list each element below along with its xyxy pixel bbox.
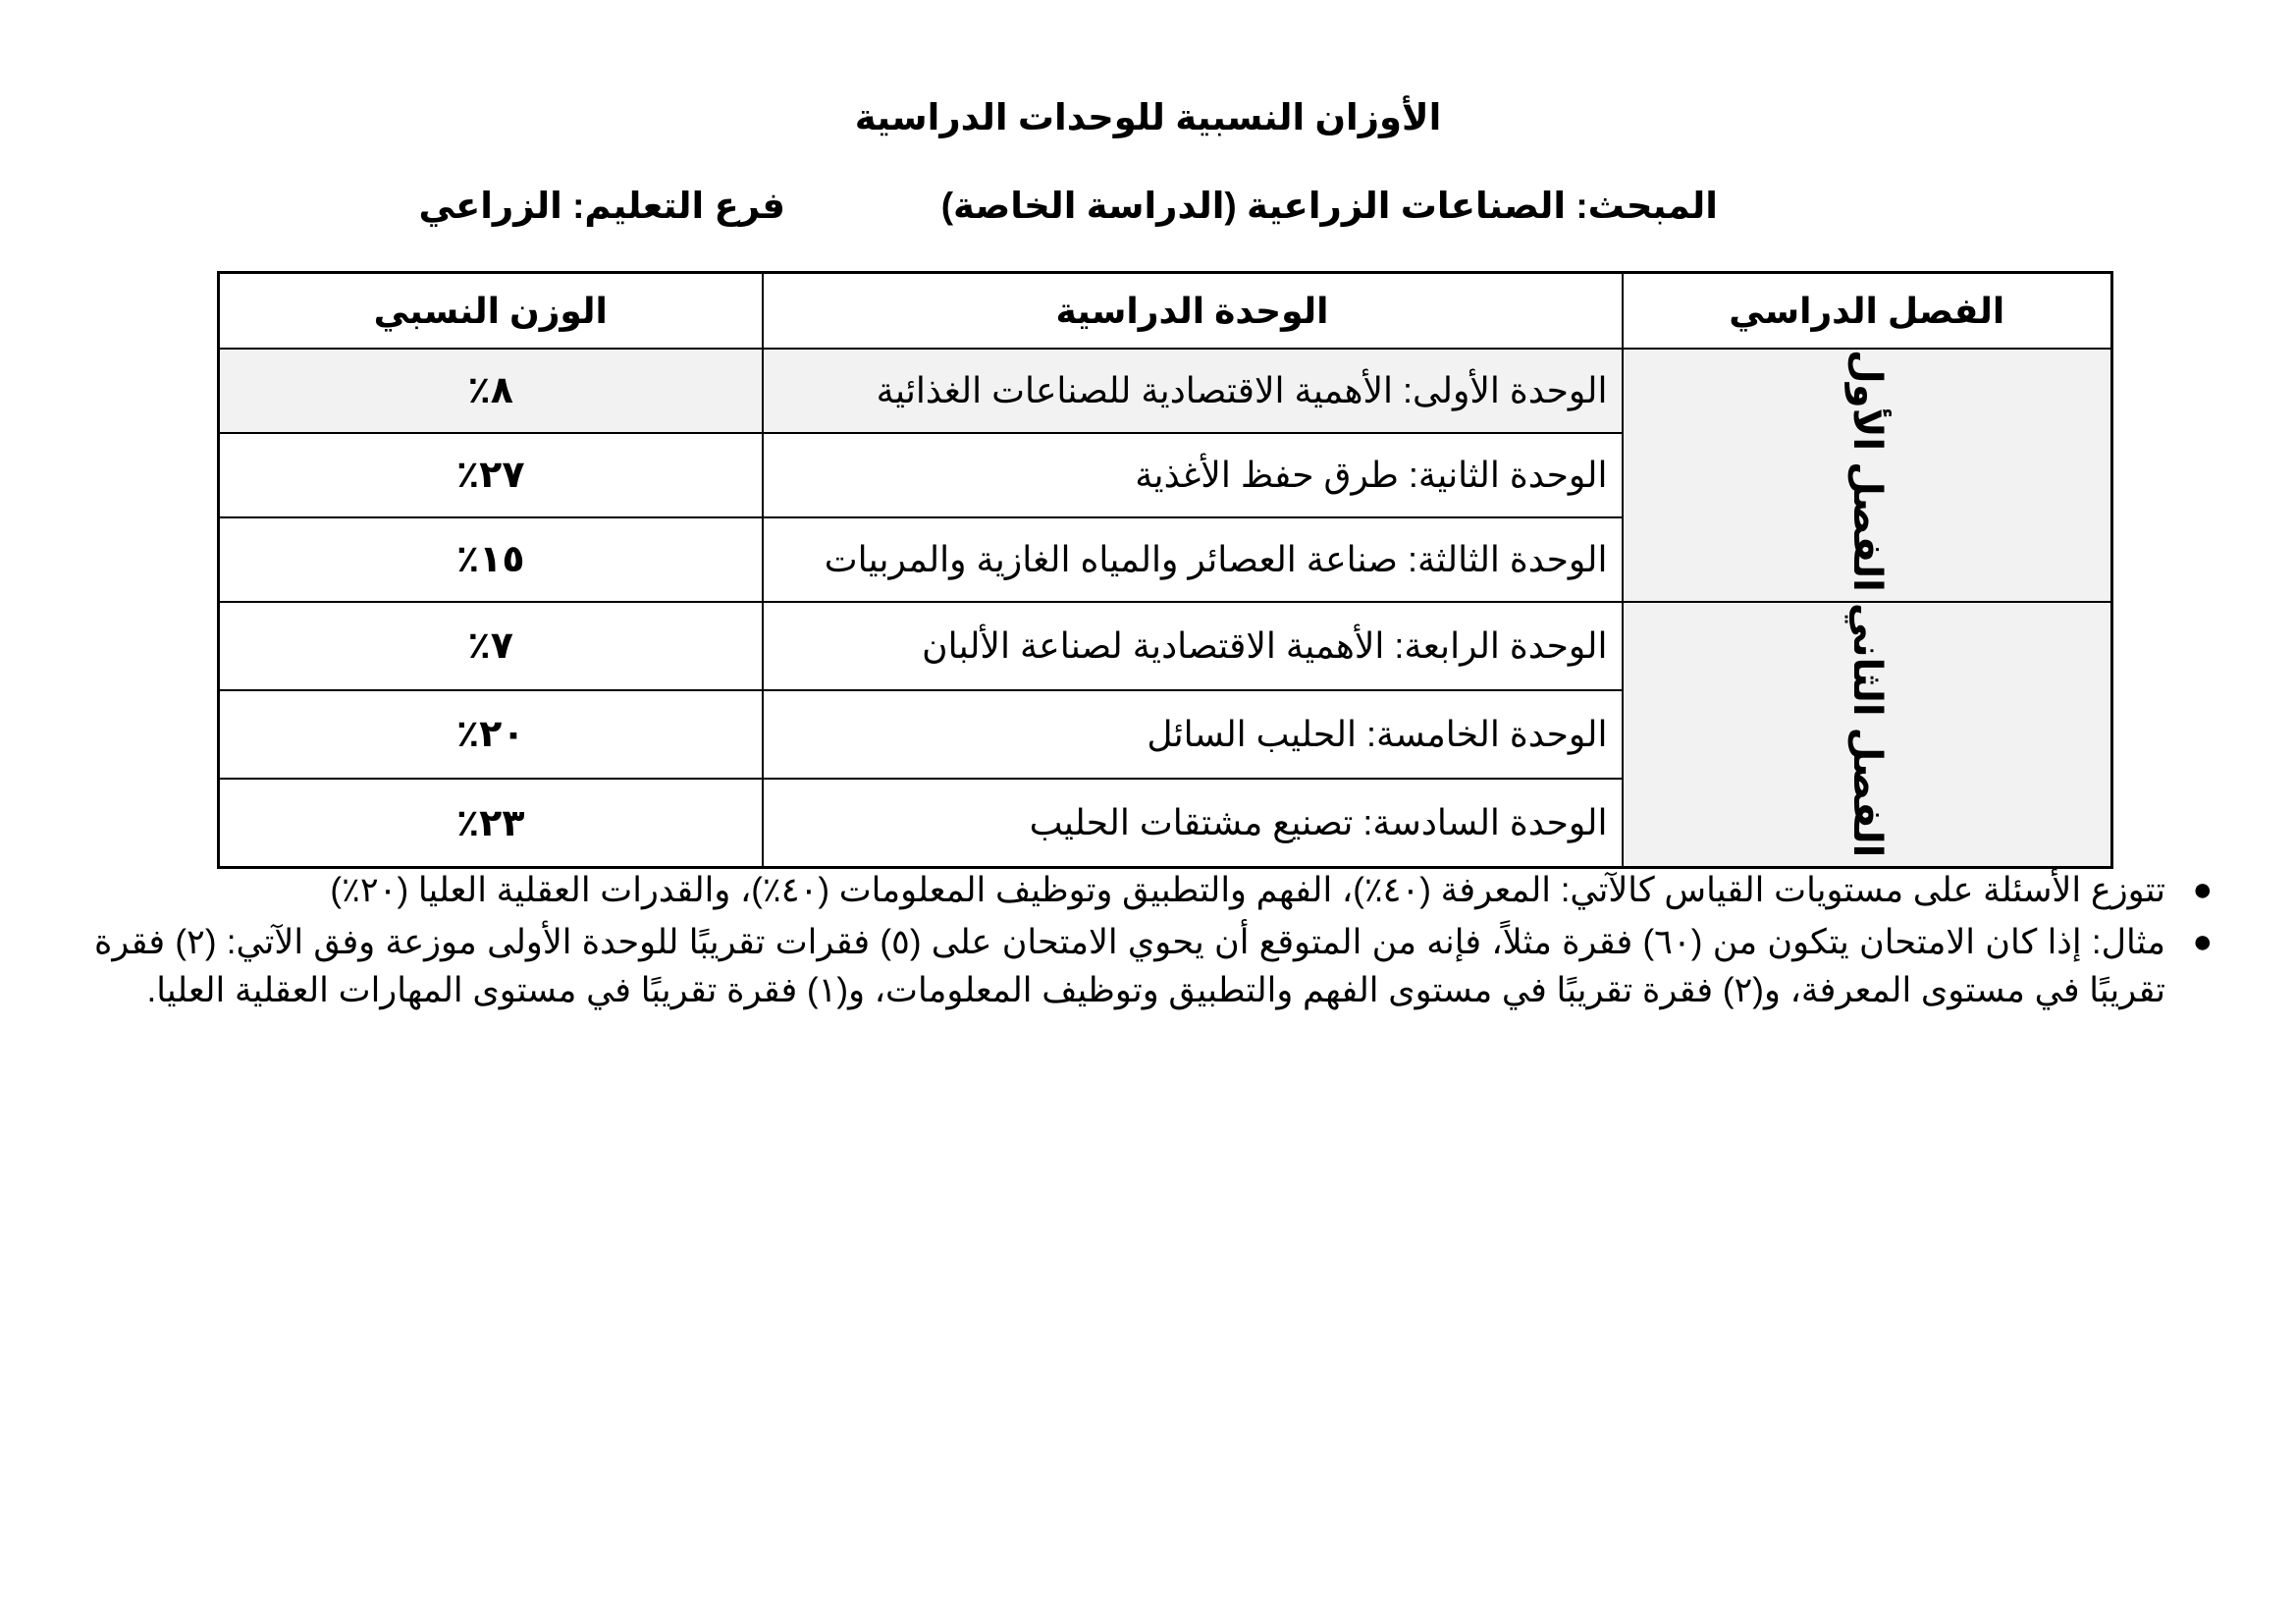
- unit-weight: ٢٧٪: [219, 433, 763, 517]
- table-row: [219, 349, 2112, 433]
- unit-weight: ١٥٪: [219, 517, 763, 602]
- unit-name: الوحدة السادسة: تصنيع مشتقات الحليب: [763, 779, 1623, 868]
- unit-name: الوحدة الثالثة: صناعة العصائر والمياه الغازية والمربيات: [763, 517, 1623, 602]
- notes-list: [94, 866, 2213, 1018]
- unit-name: الوحدة الخامسة: الحليب السائل: [763, 690, 1623, 779]
- term-cell-second: [1623, 602, 2112, 868]
- header-weight: الوزن النسبي: [219, 273, 763, 350]
- unit-name: الوحدة الثانية: طرق حفظ الأغذية: [763, 433, 1623, 517]
- unit-name: الوحدة الأولى: الأهمية الاقتصادية للصناعات الغذائية: [763, 349, 1623, 433]
- term-cell-first: [1623, 349, 2112, 602]
- header-term: الفصل الدراسي: [1623, 273, 2112, 350]
- note-text: مثال: إذا كان الامتحان يتكون من (٦٠) فقرة مثلاً، فإنه من المتوقع أن يحوي الامتحان على (٥) فقرات تقريبًا للوحدة الأولى موزعة وفق الآتي: (٢) فقرة تقريبًا في مستوى المعرفة، و(٢) فقرة تقريبًا في مستوى الفهم والتطبيق وتوظيف المعلومات، و(١) فقرة تقريبًا في مستوى المهارات العقلية العليا.: [94, 923, 2165, 1009]
- branch-label: فرع التعليم: الزراعي: [418, 186, 785, 226]
- table-header-row: [219, 273, 2112, 350]
- term-label: الفصل الأول: [1844, 350, 1889, 592]
- unit-weight: ٧٪: [219, 602, 763, 690]
- unit-weight: ٢٣٪: [219, 779, 763, 868]
- bullet-icon: ●: [2192, 923, 2213, 960]
- list-item: [94, 866, 2213, 914]
- term-label: الفصل الثاني: [1844, 602, 1889, 858]
- unit-weights-table: [217, 271, 2113, 869]
- list-item: [94, 918, 2213, 1014]
- unit-name: الوحدة الرابعة: الأهمية الاقتصادية لصناعة الألبان: [763, 602, 1623, 690]
- note-text: تتوزع الأسئلة على مستويات القياس كالآتي: المعرفة (٤٠٪)، الفهم والتطبيق وتوظيف المعلومات (٤٠٪)، والقدرات العقلية العليا (٢٠٪): [330, 871, 2165, 909]
- bullet-icon: ●: [2192, 871, 2213, 908]
- subject-label: المبحث: الصناعات الزراعية (الدراسة الخاصة): [940, 186, 1718, 226]
- header-unit: الوحدة الدراسية: [763, 273, 1623, 350]
- table-row: [219, 602, 2112, 690]
- document-title: الأوزان النسبية للوحدات الدراسية: [854, 97, 1442, 137]
- unit-weight: ٨٪: [219, 349, 763, 433]
- unit-weight: ٢٠٪: [219, 690, 763, 779]
